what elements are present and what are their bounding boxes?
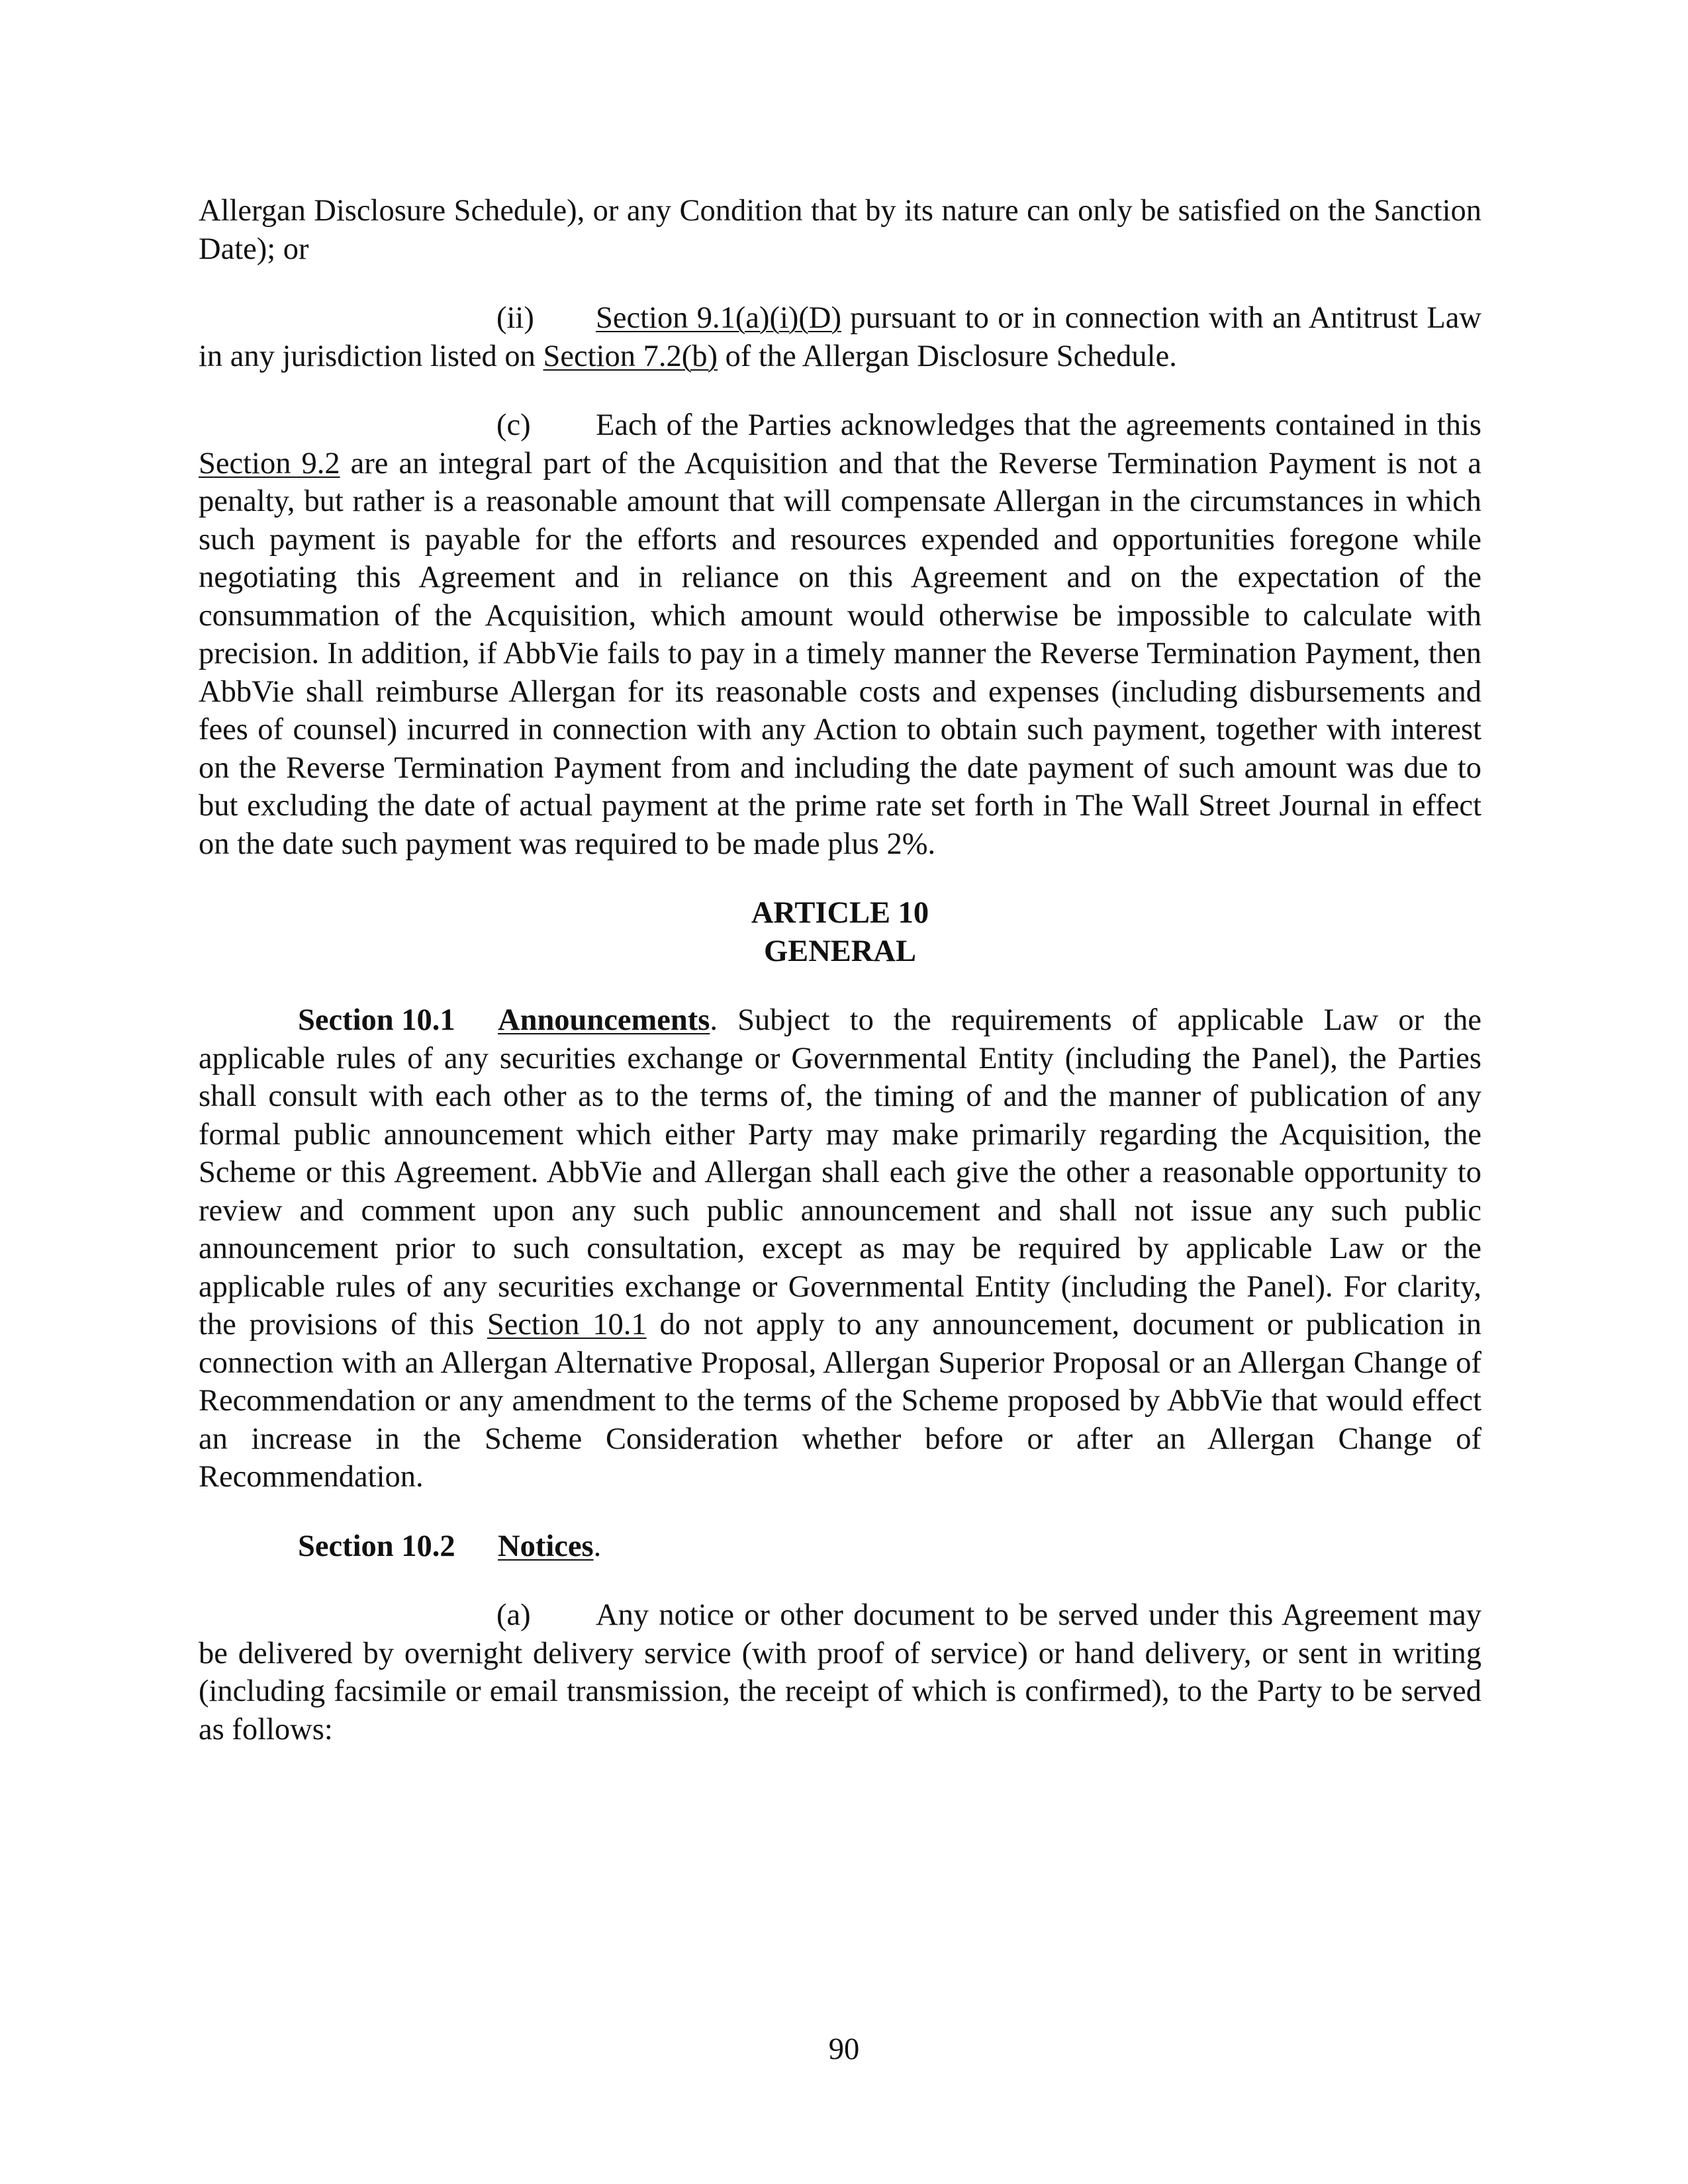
- clause-text: are an integral part of the Acquisition and that the Reverse Termination Payment is not a penalty, but rather is a reasonable amount that will compensate Allergan in the circumstances in which such payment is payable for the efforts and resources expended and opportunities foregone while negotiating this Agreement and in reliance on this Agreement and on the expectation of the consummation of the Acquisition, which amount would otherwise be impossible to calculate with precision. In addition, if AbbVie fails to pay in a timely manner the Reverse Termination Payment, then AbbVie shall reimburse Allergan for its reasonable costs and expenses (including disbursements and fees of counsel) incurred in connection with any Action to obtain such payment, together with interest on the Reverse Termination Payment from and including the date payment of such amount was due to but excluding the date of actual payment at the prime rate set forth in The Wall Street Journal in effect on the date such payment was required to be made plus 2%.: [199, 446, 1481, 861]
- page-number: 90: [828, 2032, 860, 2066]
- clause-text: of the Allergan Disclosure Schedule.: [717, 339, 1177, 373]
- clause-a: [199, 1596, 1481, 1749]
- section-number: Section 10.2: [298, 1529, 455, 1563]
- article-heading: [199, 894, 1481, 970]
- clause-text: pursuant to or in connection with an Antitrust Law in any jurisdiction listed on: [199, 301, 1481, 373]
- paragraph-continuation: [199, 192, 1481, 268]
- paragraph-text: Allergan Disclosure Schedule), or any Condition that by its nature can only be satisfied on the Sanction Date); or: [199, 194, 1481, 266]
- section-title: Notices: [498, 1529, 594, 1563]
- section-10-1: [199, 1001, 1481, 1496]
- article-number: ARTICLE 10: [751, 896, 929, 930]
- section-reference-link: Section 7.2(b): [543, 339, 718, 373]
- article-title: GENERAL: [764, 934, 916, 968]
- section-text: do not apply to any announcement, document or publication in connection with an Allergan Alternative Proposal, Allergan Superior Proposal or an Allergan Change of Recommendation or any amendment to the terms of the Scheme proposed by AbbVie that would effect an increase in the Scheme Consideration whether before or after an Allergan Change of Recommendation.: [199, 1308, 1481, 1494]
- clause-marker: (a): [496, 1598, 531, 1632]
- section-number: Section 10.1: [298, 1003, 455, 1037]
- clause-text: Each of the Parties acknowledges that the agreements contained in this: [596, 408, 1481, 442]
- clause-ii: [199, 299, 1481, 375]
- section-reference-link: Section 10.1: [487, 1308, 647, 1342]
- clause-c: [199, 406, 1481, 863]
- section-reference-link: Section 9.2: [199, 446, 340, 480]
- section-reference-link: Section 9.1(a)(i)(D): [596, 301, 841, 335]
- document-page: [199, 192, 1481, 1749]
- section-10-2: [199, 1527, 1481, 1566]
- section-title: Announcements: [498, 1003, 710, 1037]
- section-title-period: .: [593, 1529, 602, 1563]
- clause-marker: (ii): [496, 301, 534, 335]
- clause-text: Any notice or other document to be served under this Agreement may be delivered by overnight delivery service (with proof of service) or hand delivery, or sent in writing (including facsimile or email transmission, the receipt of which is confirmed), to the Party to be served as follows:: [199, 1598, 1481, 1747]
- clause-marker: (c): [496, 408, 531, 442]
- section-title-period: .: [710, 1003, 718, 1037]
- section-text: Subject to the requirements of applicable Law or the applicable rules of any securities exchange or Governmental Entity (including the Panel), the Parties shall consult with each other as to the terms of, the timing of and the manner of publication of any formal public announcement which either Party may make primarily regarding the Acquisition, the Scheme or this Agreement. AbbVie and Allergan shall each give the other a reasonable opportunity to review and comment upon any such public announcement and shall not issue any such public announcement prior to such consultation, except as may be required by applicable Law or the applicable rules of any securities exchange or Governmental Entity (including the Panel). For clarity, the provisions of this: [199, 1003, 1481, 1342]
